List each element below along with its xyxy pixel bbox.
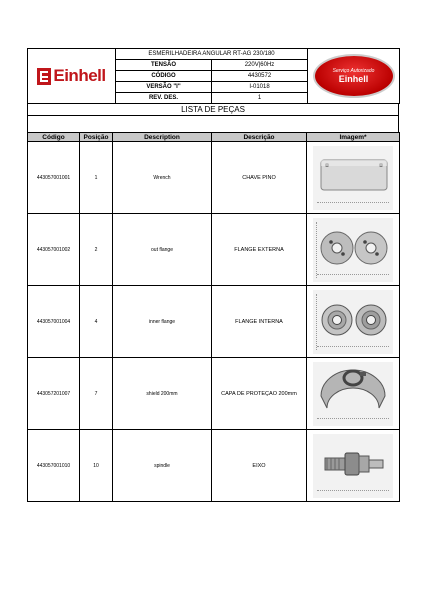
ruler-icon (317, 274, 389, 278)
brand-word: Einhell (53, 66, 106, 85)
part-code: 443057001004 (28, 286, 80, 358)
part-description: spindle (113, 430, 212, 502)
table-row (28, 430, 400, 502)
label-tensao: TENSÃO (116, 60, 212, 71)
ruler-icon (317, 202, 389, 206)
value-codigo: 4430572 (212, 71, 308, 82)
part-description: shield 200mm (113, 358, 212, 430)
einhell-e-icon (37, 68, 51, 85)
label-codigo: CÓDIGO (116, 71, 212, 82)
col-posicao: Posição (80, 133, 113, 142)
part-descricao: CHAVE PINO (212, 142, 307, 214)
part-position: 1 (80, 142, 113, 214)
part-position: 4 (80, 286, 113, 358)
part-position: 7 (80, 358, 113, 430)
ruler-icon (317, 418, 389, 422)
out-flange-photo (313, 218, 393, 282)
col-descricao: Descrição (212, 133, 307, 142)
part-descricao: EIXO (212, 430, 307, 502)
table-row (28, 286, 400, 358)
list-title: LISTA DE PEÇAS (27, 104, 399, 116)
table-row (28, 214, 400, 286)
ruler-icon (316, 294, 320, 350)
authorized-service-seal (310, 52, 397, 100)
header-table (27, 48, 400, 104)
part-code: 443057001001 (28, 142, 80, 214)
part-descricao: FLANGE INTERNA (212, 286, 307, 358)
label-rev: REV. DES. (116, 93, 212, 104)
shield-photo (313, 362, 393, 426)
col-description: Description (113, 133, 212, 142)
value-versao: I-01018 (212, 82, 308, 93)
parts-table (27, 132, 400, 502)
wrench-photo (313, 146, 393, 210)
part-code: 443057001010 (28, 430, 80, 502)
ruler-icon (317, 346, 389, 350)
product-name: ESMERILHADEIRA ANGULAR RT-AG 230/180 (116, 49, 308, 60)
part-description: Wrench (113, 142, 212, 214)
ruler-icon (317, 490, 389, 494)
seal-text: Serviço Autorizado (332, 68, 375, 74)
value-tensao: 220V|60Hz (212, 60, 308, 71)
seal-brand: Einhell (338, 74, 369, 84)
part-image-cell (307, 430, 400, 502)
spindle-photo (313, 434, 393, 498)
part-position: 2 (80, 214, 113, 286)
spacer (27, 116, 399, 132)
table-row (28, 358, 400, 430)
seal-cell (308, 49, 400, 104)
col-codigo: Código (28, 133, 80, 142)
part-code: 443057201007 (28, 358, 80, 430)
part-descricao: CAPA DE PROTEÇAO 200mm (212, 358, 307, 430)
table-row (28, 142, 400, 214)
inner-flange-photo (313, 290, 393, 354)
ruler-icon (316, 222, 320, 278)
part-image-cell (307, 286, 400, 358)
part-code: 443057001002 (28, 214, 80, 286)
part-position: 10 (80, 430, 113, 502)
col-imagem: Imagem* (307, 133, 400, 142)
parts-sheet (27, 48, 399, 502)
part-image-cell (307, 142, 400, 214)
brand-logo (30, 56, 113, 96)
part-image-cell (307, 214, 400, 286)
label-versao: VERSÃO "I" (116, 82, 212, 93)
part-description: inner flange (113, 286, 212, 358)
part-descricao: FLANGE EXTERNA (212, 214, 307, 286)
part-description: out flange (113, 214, 212, 286)
part-image-cell (307, 358, 400, 430)
value-rev: 1 (212, 93, 308, 104)
seal-icon (313, 54, 395, 98)
brand-logo-cell (28, 49, 116, 104)
